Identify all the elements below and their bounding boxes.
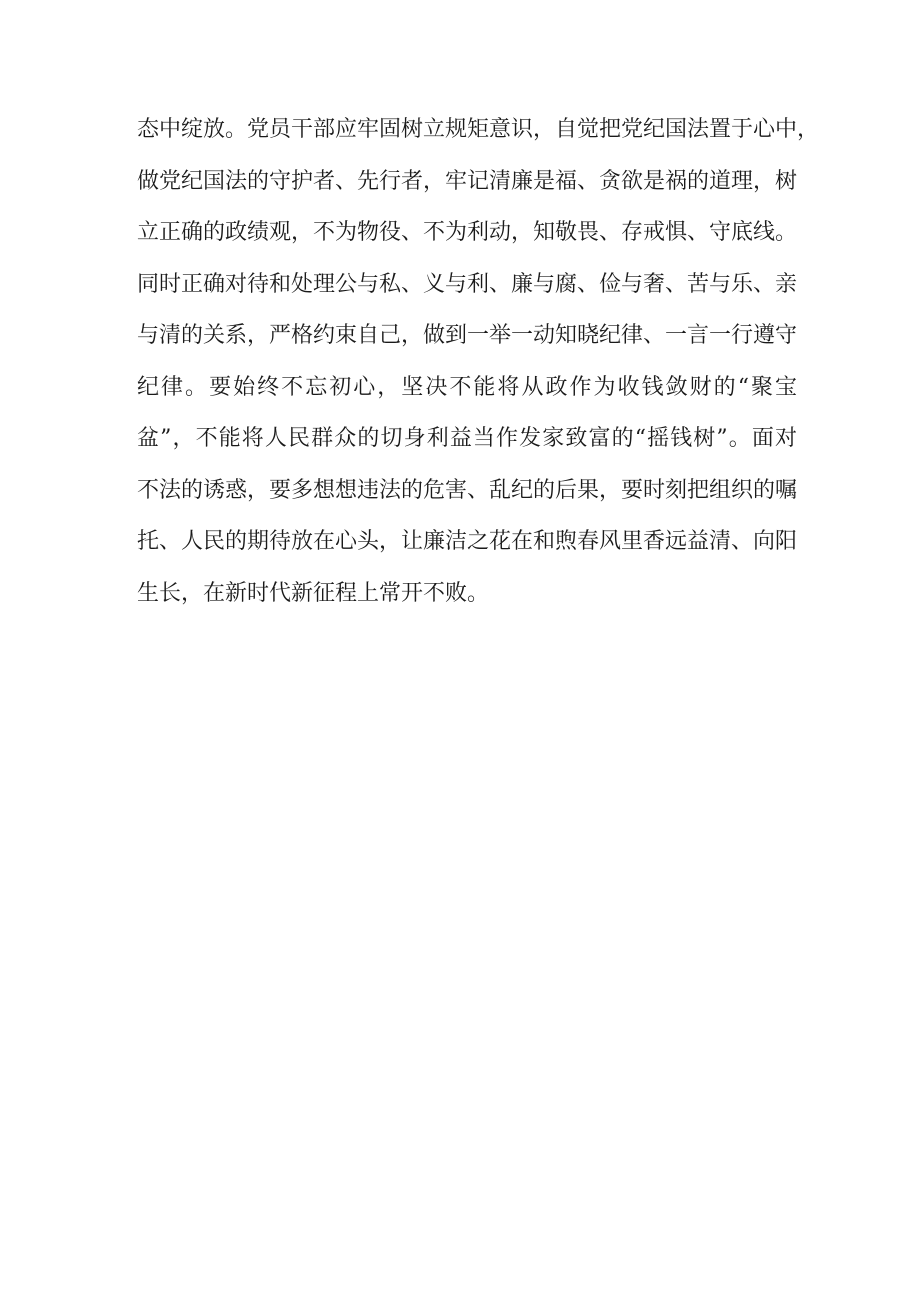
paragraph-line-5: 与清的关系，严格约束自己，做到一举一动知晓纪律、一言一行遵守 xyxy=(137,323,798,348)
paragraph-line-2: 做党纪国法的守护者、先行者，牢记清廉是福、贪欲是祸的道理，树 xyxy=(137,168,798,194)
paragraph-line-6: 纪律。要始终不忘初心，坚决不能将从政作为收钱敛财的“聚宝 xyxy=(137,374,797,400)
paragraph-line-3: 立正确的政绩观，不为物役、不为利动，知敬畏、存戒惧、守底线。 xyxy=(137,220,798,245)
paragraph-line-7: 盆”，不能将人民群众的切身利益当作发家致富的“摇钱树”。面对 xyxy=(137,426,797,451)
body-paragraph xyxy=(137,104,820,619)
paragraph-line-4: 同时正确对待和处理公与私、义与利、廉与腐、俭与奢、苦与乐、亲 xyxy=(137,271,798,297)
paragraph-line-1: 态中绽放。党员干部应牢固树立规矩意识，自觉把党纪国法置于心中， xyxy=(137,117,820,142)
paragraph-line-9: 托、人民的期待放在心头，让廉洁之花在和煦春风里香远益清、向阳 xyxy=(137,529,798,554)
paragraph-line-8: 不法的诱惑，要多想想违法的危害、乱纪的后果，要时刻把组织的嘱 xyxy=(137,477,798,503)
paragraph-line-10: 生长，在新时代新征程上常开不败。 xyxy=(137,580,490,606)
